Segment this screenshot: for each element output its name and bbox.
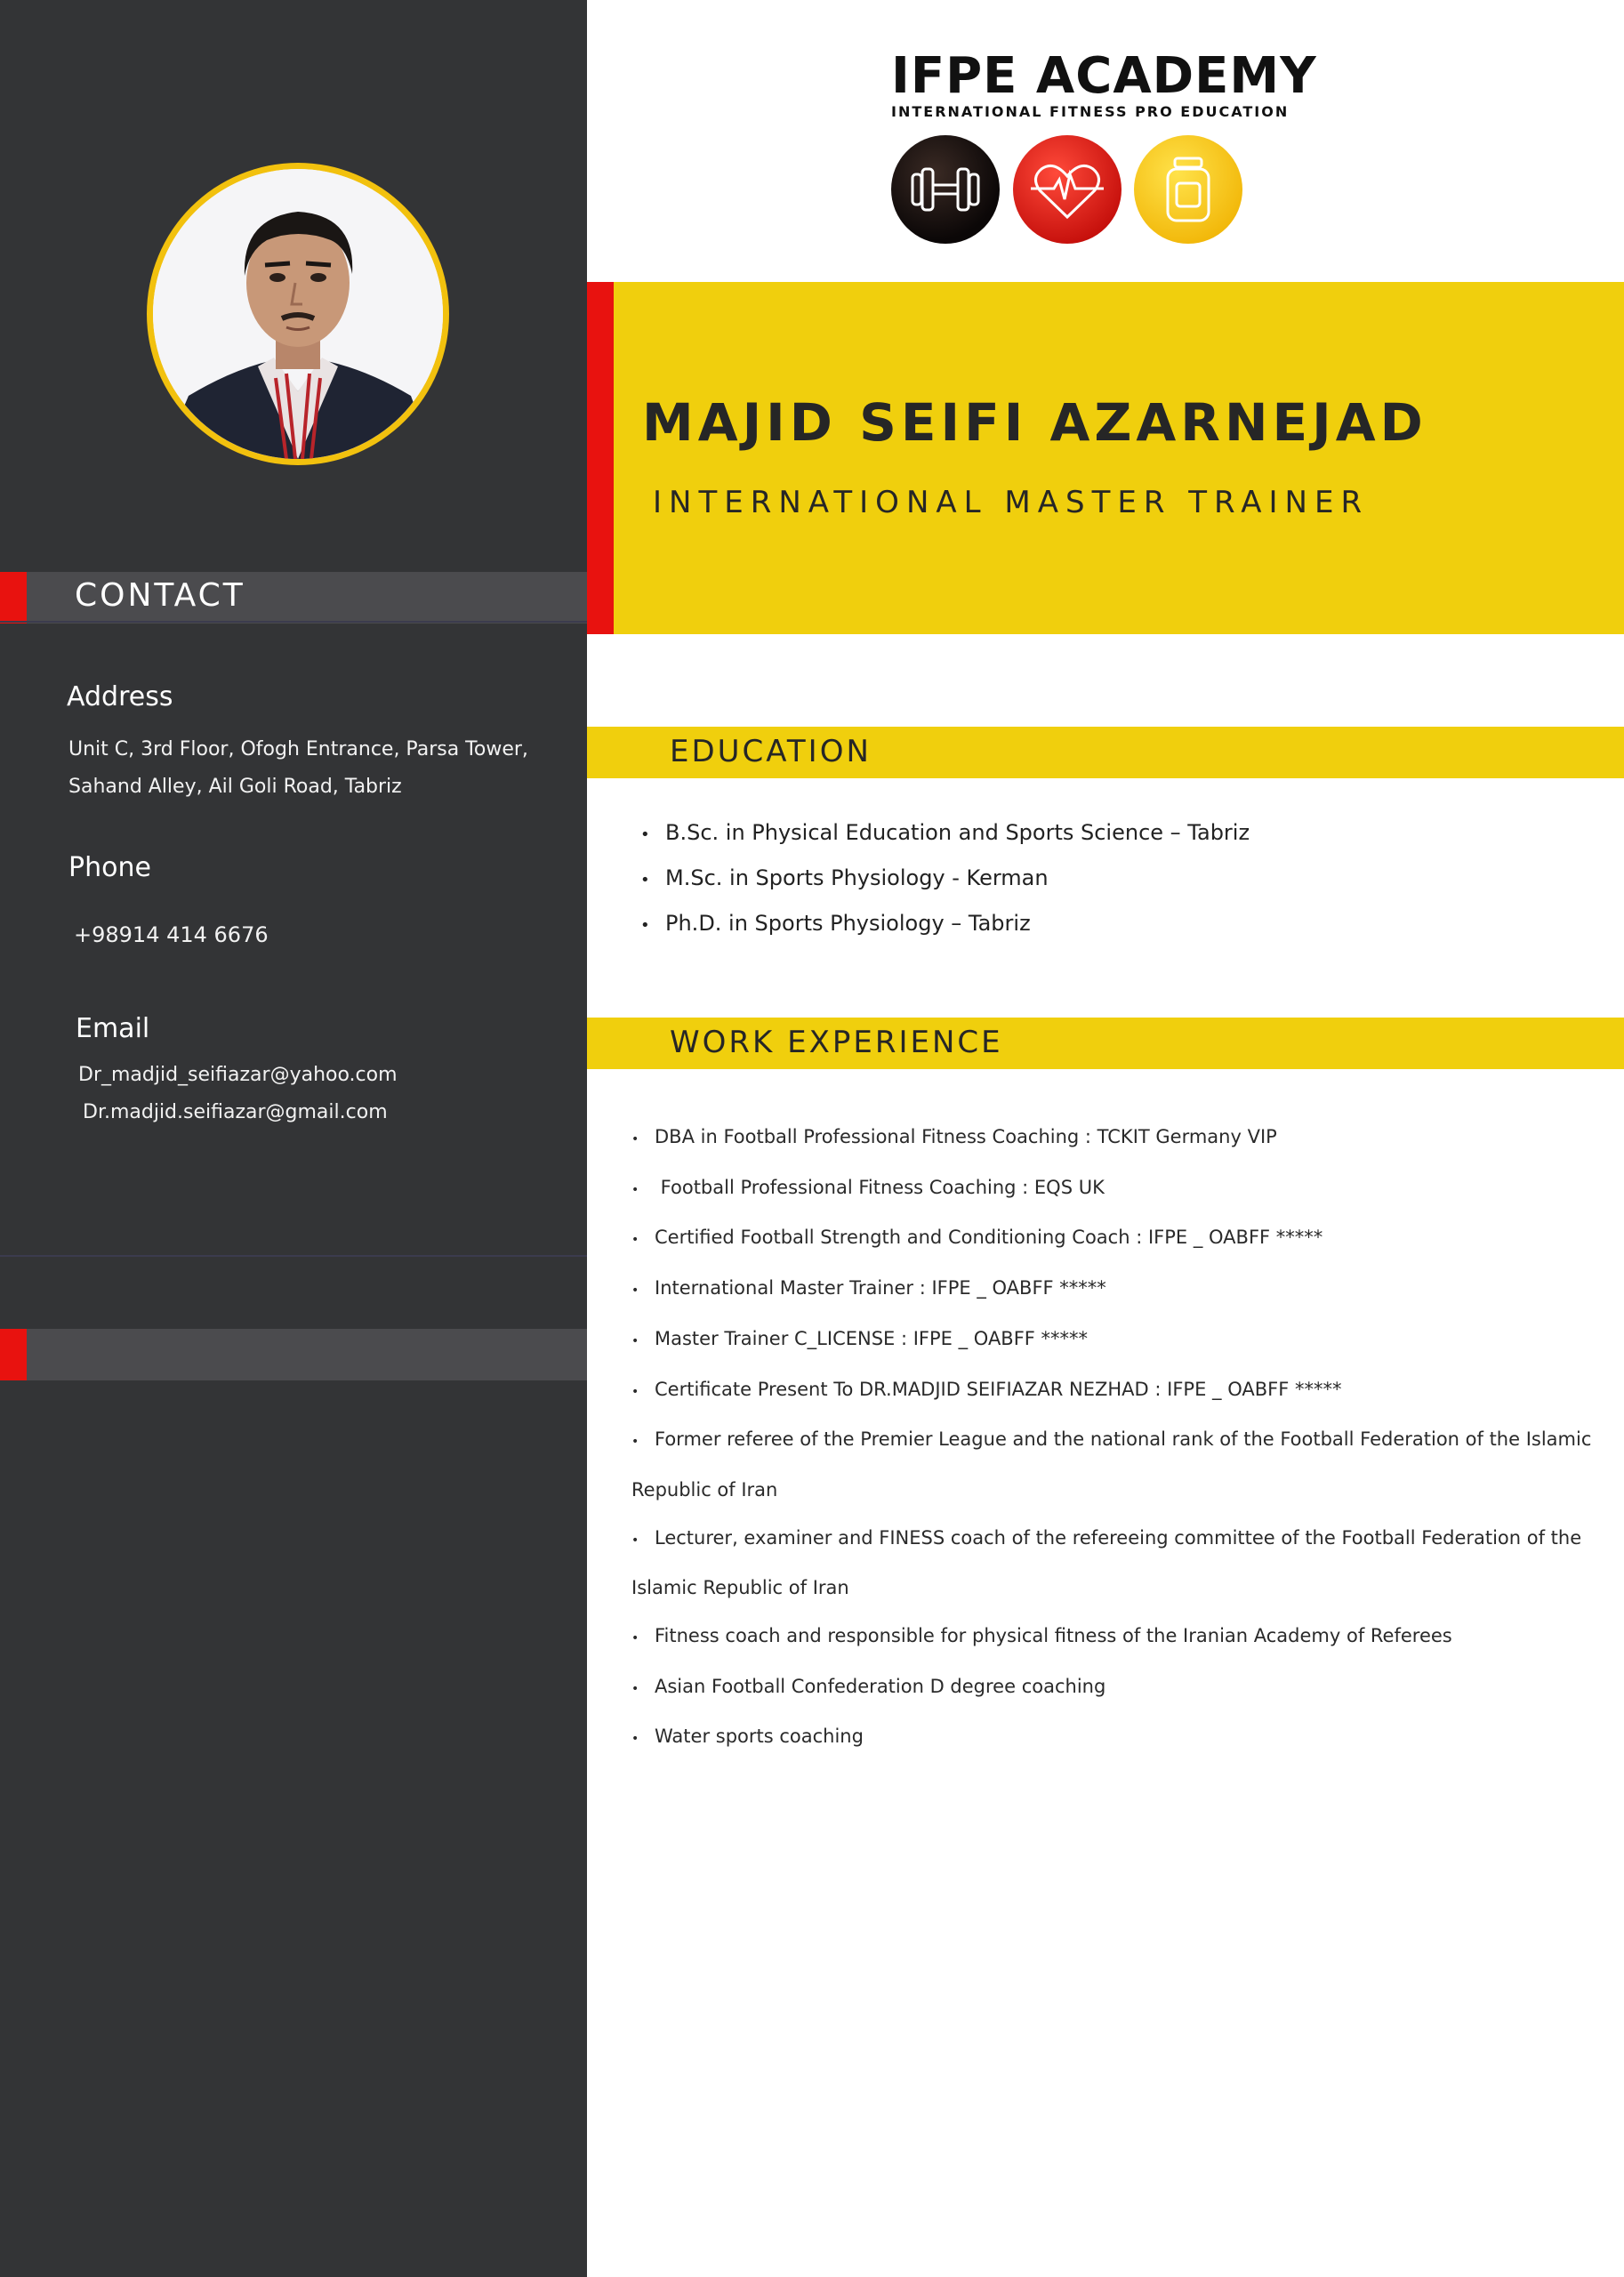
- divider: [0, 1255, 587, 1257]
- list-item: • Former referee of the Premier League and the national rank of the Football Federation of the Islamic Republic of Iran: [631, 1428, 1592, 1501]
- red-accent: [0, 572, 27, 624]
- sidebar: [0, 0, 587, 2277]
- list-item: • International Master Trainer : IFPE _ OABFF *****: [631, 1277, 1106, 1299]
- list-item: • DBA in Football Professional Fitness Coaching : TCKIT Germany VIP: [631, 1126, 1277, 1147]
- red-accent: [587, 282, 614, 634]
- work-list: [631, 1114, 1592, 1764]
- education-list: [640, 811, 1250, 947]
- address-label: Address: [67, 681, 173, 712]
- address-line-1: Unit C, 3rd Floor, Ofogh Entrance, Parsa Tower,: [68, 738, 528, 760]
- person-role: INTERNATIONAL MASTER TRAINER: [653, 485, 1370, 520]
- supplement-jar-icon: [1134, 135, 1242, 244]
- divider: [0, 621, 587, 623]
- profile-photo: [153, 169, 443, 459]
- phone-label: Phone: [68, 852, 151, 883]
- education-title: EDUCATION: [670, 734, 872, 769]
- education-header-bar: [587, 727, 1624, 778]
- red-accent: [0, 1329, 27, 1380]
- person-name: MAJID SEIFI AZARNEJAD: [642, 392, 1427, 453]
- email-value-2[interactable]: Dr.madjid.seifiazar@gmail.com: [83, 1101, 388, 1123]
- logo-title: IFPE ACADEMY: [891, 47, 1317, 105]
- list-item: • Ph.D. in Sports Physiology – Tabriz: [640, 902, 1250, 947]
- list-item: • Master Trainer C_LICENSE : IFPE _ OABFF *****: [631, 1327, 1089, 1349]
- email-value-1[interactable]: Dr_madjid_seifiazar@yahoo.com: [78, 1064, 398, 1086]
- address-line-2: Sahand Alley, Ail Goli Road, Tabriz: [68, 776, 402, 798]
- heartbeat-icon: [1013, 135, 1122, 244]
- contact-header-bar: [0, 572, 587, 624]
- list-item: • M.Sc. in Sports Physiology - Kerman: [640, 857, 1250, 902]
- list-item: • Certificate Present To DR.MADJID SEIFIAZAR NEZHAD : IFPE _ OABFF *****: [631, 1378, 1342, 1400]
- email-label: Email: [76, 1013, 150, 1044]
- list-item: • Certified Football Strength and Conditioning Coach : IFPE _ OABFF *****: [631, 1227, 1323, 1249]
- list-item: • Fitness coach and responsible for physical fitness of the Iranian Academy of Referees: [631, 1625, 1452, 1647]
- list-item: • Football Professional Fitness Coaching : EQS UK: [631, 1176, 1105, 1198]
- contact-title: CONTACT: [75, 577, 245, 614]
- name-banner: [587, 282, 1624, 634]
- dumbbell-icon: [891, 135, 1000, 244]
- list-item: • Lecturer, examiner and FINESS coach of the refereeing committee of the Football Federation of the Islamic Republic of Iran: [631, 1526, 1582, 1599]
- list-item: • Water sports coaching: [631, 1726, 864, 1748]
- profile-photo-frame: [147, 163, 449, 465]
- logo-subtitle: INTERNATIONAL FITNESS PRO EDUCATION: [891, 103, 1290, 120]
- work-title: WORK EXPERIENCE: [670, 1025, 1003, 1060]
- phone-value[interactable]: +98914 414 6676: [74, 922, 269, 947]
- empty-section-bar: [0, 1329, 587, 1380]
- list-item: • B.Sc. in Physical Education and Sports Science – Tabriz: [640, 811, 1250, 857]
- work-header-bar: [587, 1018, 1624, 1069]
- list-item: • Asian Football Confederation D degree coaching: [631, 1675, 1106, 1697]
